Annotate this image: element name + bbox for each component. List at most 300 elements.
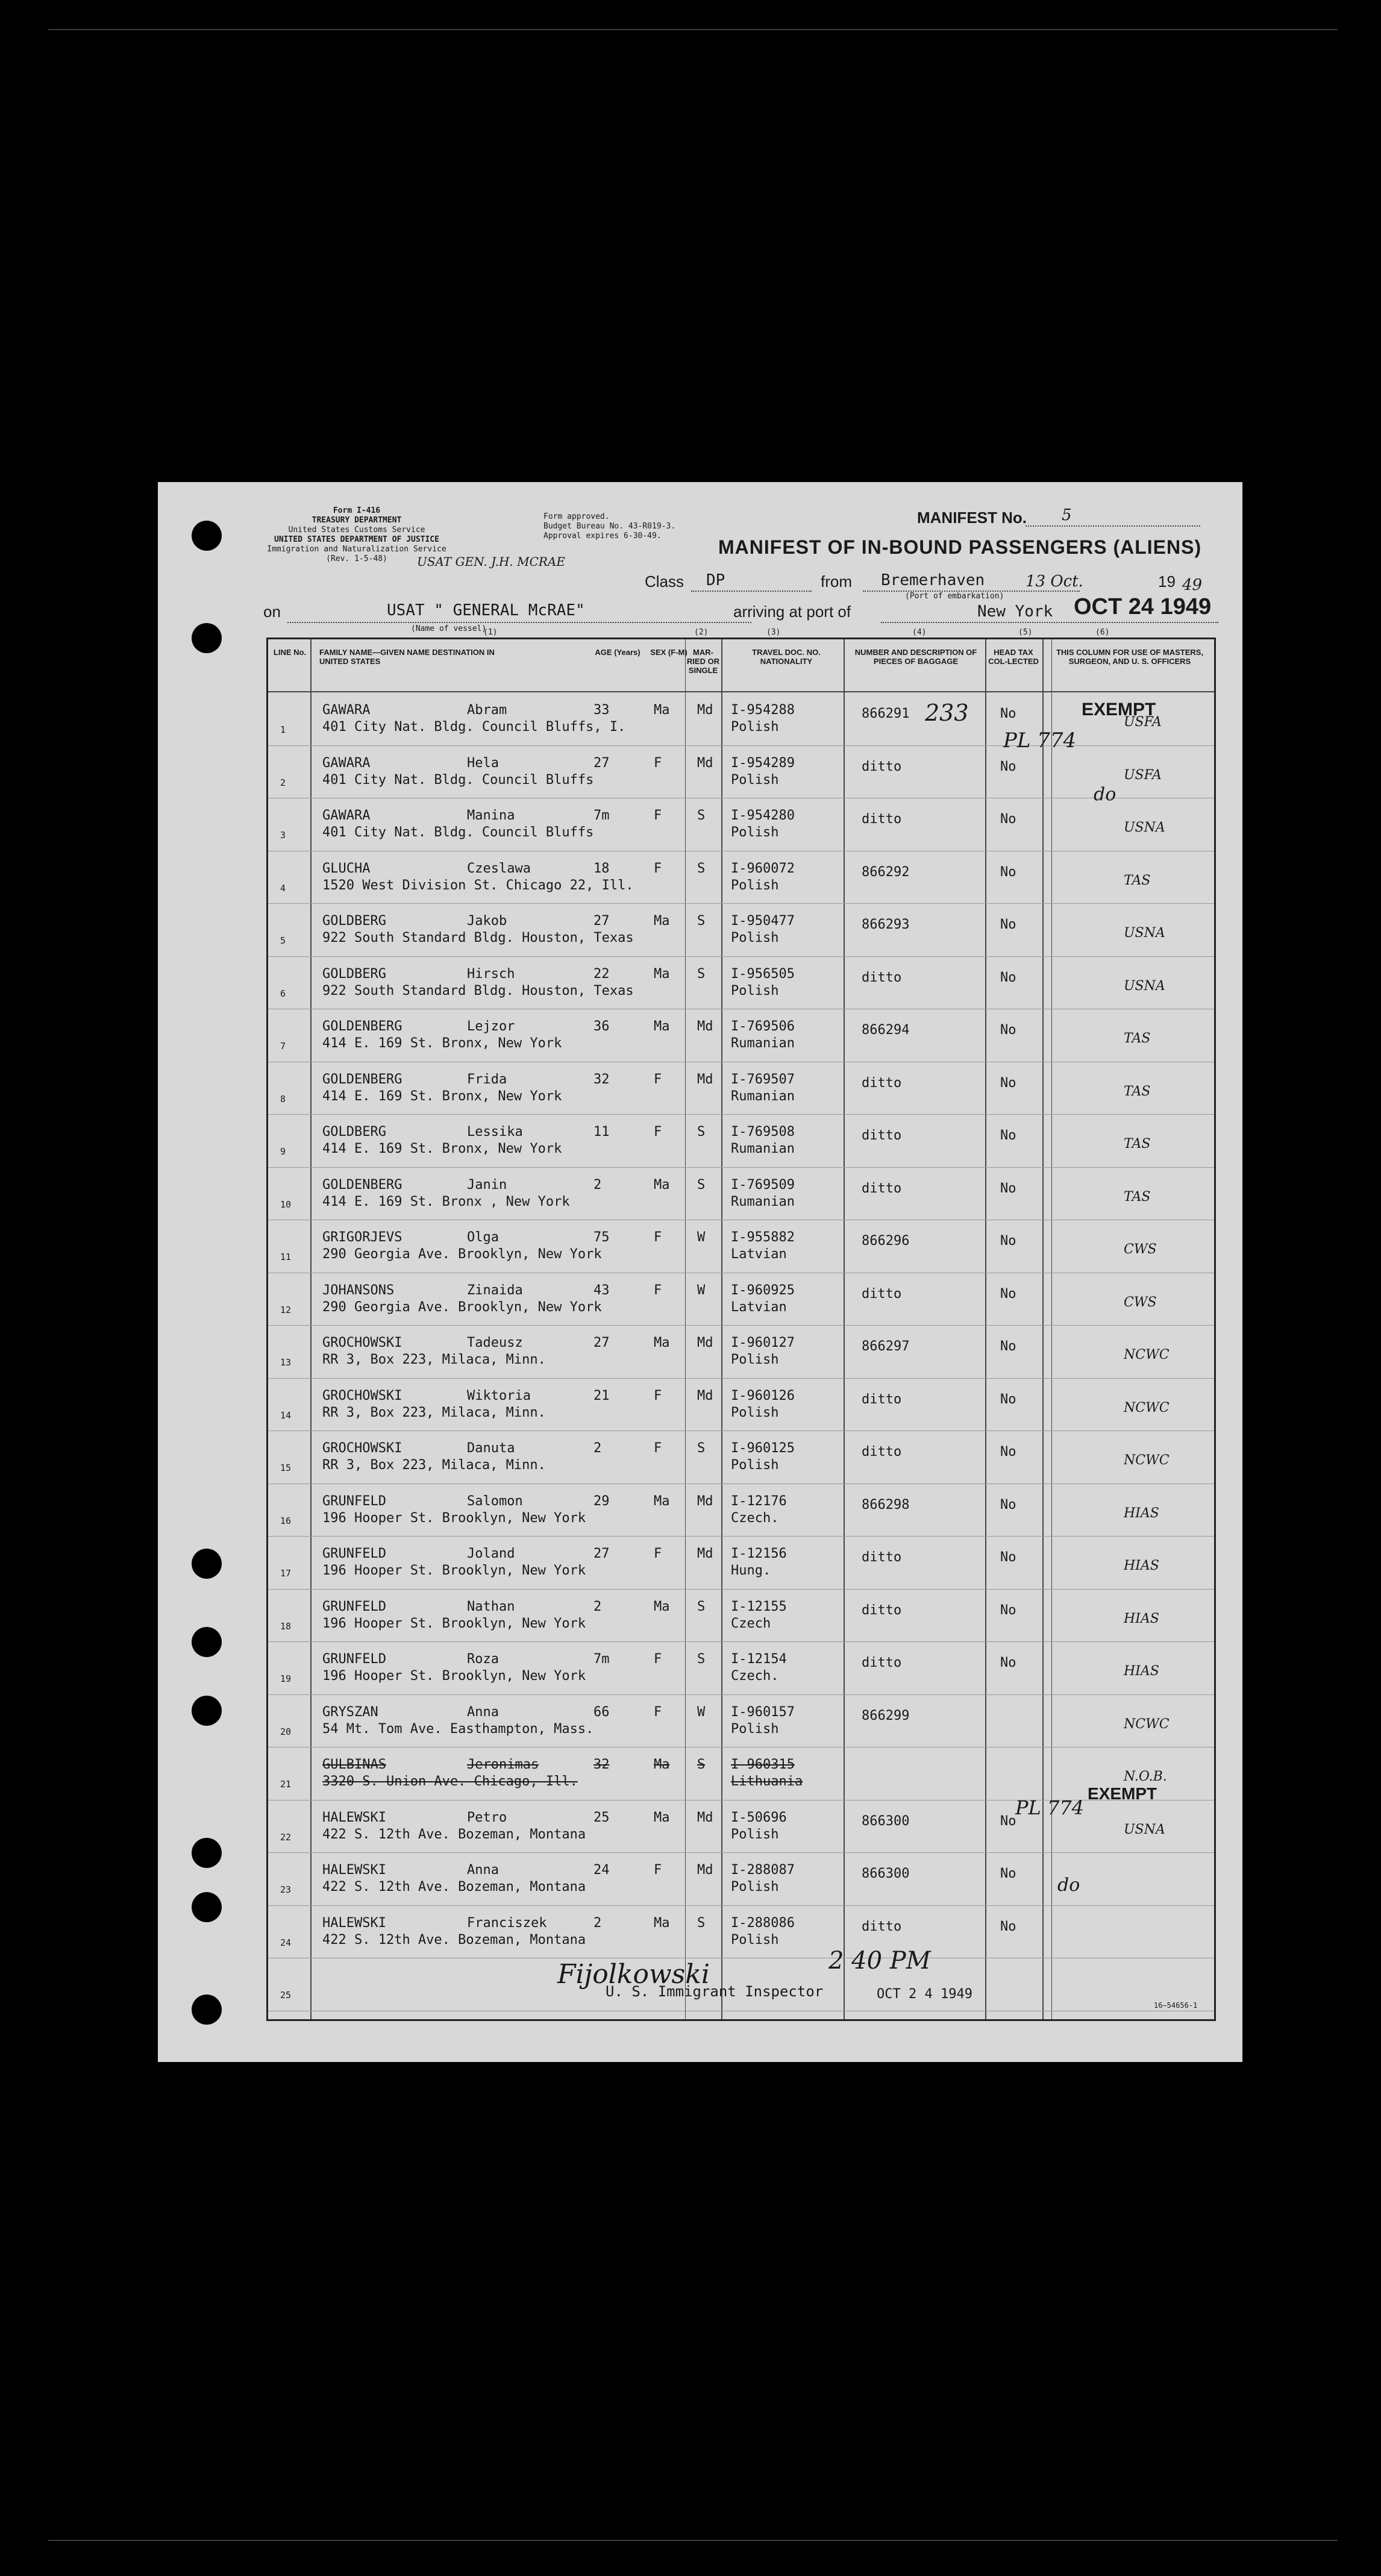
officer-note: TAS (1124, 1189, 1151, 1205)
sex: F (654, 1071, 662, 1087)
head-tax: No (1000, 1339, 1016, 1354)
approval-note (543, 512, 675, 541)
head-tax: No (1000, 1180, 1016, 1196)
destination: RR 3, Box 223, Milaca, Minn. (322, 1352, 546, 1367)
sex: F (654, 1704, 662, 1720)
head-tax: No (1000, 1919, 1016, 1934)
family-name: HALEWSKI (322, 1810, 386, 1825)
arriving-label: arriving at port of (733, 603, 851, 621)
col-header-tax: HEAD TAX COL-LECTED (988, 648, 1039, 666)
travel-doc-number: I-12176 (731, 1493, 787, 1509)
given-name: Hela (467, 755, 499, 771)
nationality: Rumanian (731, 1088, 795, 1104)
age: 2 (593, 1177, 602, 1192)
sex: Ma (654, 1757, 670, 1772)
row-line-number: 14 (280, 1409, 292, 1421)
punch-hole (192, 623, 222, 653)
head-tax: No (1000, 1391, 1016, 1407)
nationality: Polish (731, 1826, 779, 1842)
given-name: Lessika (467, 1124, 523, 1139)
row-line-number: 7 (280, 1041, 286, 1051)
baggage: ditto (862, 1391, 902, 1407)
punch-hole (192, 1627, 222, 1657)
marital-status: Md (697, 1019, 713, 1034)
travel-doc-number: I-960127 (731, 1335, 795, 1350)
table-row (268, 1431, 1214, 1484)
baggage: ditto (862, 1919, 902, 1934)
sex: Ma (654, 703, 670, 718)
sex: F (654, 1652, 662, 1667)
age: 25 (593, 1810, 610, 1825)
travel-doc-number: I-955882 (731, 1230, 795, 1245)
destination: 290 Georgia Ave. Brooklyn, New York (322, 1299, 602, 1315)
nationality: Polish (731, 772, 779, 788)
baggage: ditto (862, 759, 902, 774)
travel-doc-number: I-769508 (731, 1124, 795, 1139)
marital-status: Md (697, 755, 713, 771)
age: 2 (593, 1599, 602, 1614)
destination: 422 S. 12th Ave. Bozeman, Montana (322, 1932, 586, 1948)
baggage: ditto (862, 812, 902, 827)
marital-status: S (697, 1599, 706, 1614)
destination: 422 S. 12th Ave. Bozeman, Montana (322, 1826, 586, 1842)
travel-doc-number: I-950477 (731, 914, 795, 929)
head-tax: No (1000, 1866, 1016, 1881)
baggage: 866294 (862, 1023, 910, 1038)
customs-service: United States Customs Service (288, 525, 425, 534)
officer-note: NCWC (1124, 1347, 1170, 1362)
document-title: MANIFEST OF IN-BOUND PASSENGERS (ALIENS) (718, 536, 1202, 558)
row-line-number: 6 (280, 988, 286, 999)
vessel-name: USAT " GENERAL McRAE" (387, 601, 585, 619)
col-number: (3) (766, 628, 781, 637)
pl-note: PL 774 (1015, 1796, 1085, 1819)
head-tax: No (1000, 917, 1016, 932)
officer-note: HIAS (1124, 1664, 1159, 1679)
row-line-number: 21 (280, 1779, 292, 1790)
given-name: Anna (467, 1704, 499, 1720)
punch-hole (192, 1696, 222, 1726)
travel-doc-number: I-954289 (731, 755, 795, 771)
head-tax: No (1000, 1602, 1016, 1618)
age: 22 (593, 966, 610, 982)
sex: Ma (654, 914, 670, 929)
travel-doc-number: I-769509 (731, 1177, 795, 1192)
family-name: GOLDBERG (322, 966, 386, 982)
nationality: Polish (731, 1352, 779, 1367)
sex: F (654, 860, 662, 876)
baggage: 866299 (862, 1708, 910, 1723)
destination: 1520 West Division St. Chicago 22, Ill. (322, 877, 634, 893)
age: 32 (593, 1071, 610, 1087)
marital-status: S (697, 914, 706, 929)
row-line-number: 24 (280, 1937, 292, 1948)
row-line-number: 25 (280, 1990, 292, 2001)
table-row (268, 1694, 1214, 1747)
exempt-stamp: EXEMPT (1082, 700, 1156, 719)
punch-hole (192, 1892, 222, 1922)
age: 66 (593, 1704, 610, 1720)
officer-note: USNA (1124, 978, 1165, 994)
form-revision: (Rev. 1-5-48) (326, 554, 387, 563)
table-row (268, 1273, 1214, 1326)
travel-doc-number: I-960125 (731, 1441, 795, 1456)
col-header-sex: SEX (F-M) (650, 648, 687, 657)
officer-note: NCWC (1124, 1716, 1170, 1732)
family-name: GRUNFELD (322, 1652, 386, 1667)
head-tax: No (1000, 864, 1016, 880)
head-tax: No (1000, 1075, 1016, 1091)
family-name: GOLDENBERG (322, 1019, 402, 1034)
col-number: (2) (694, 628, 709, 637)
sex: Ma (654, 966, 670, 982)
manifest-no-label: MANIFEST No. (917, 509, 1027, 527)
family-name: JOHANSONS (322, 1282, 395, 1298)
given-name: Jakob (467, 914, 507, 929)
officer-note: TAS (1124, 1031, 1151, 1046)
destination: 922 South Standard Bldg. Houston, Texas (322, 930, 634, 945)
given-name: Salomon (467, 1493, 523, 1509)
table-row (268, 851, 1214, 904)
arrival-date-stamp: OCT 24 1949 (1074, 594, 1212, 619)
baggage: ditto (862, 1655, 902, 1670)
nationality: Czech (731, 1615, 771, 1631)
travel-doc-number: I-769507 (731, 1071, 795, 1087)
port-caption: (Port of embarkation) (905, 592, 1004, 601)
col-number: (5) (1018, 628, 1033, 637)
sex: Ma (654, 1019, 670, 1034)
baggage: 866292 (862, 864, 910, 880)
destination: 196 Hooper St. Brooklyn, New York (322, 1510, 586, 1526)
sex: Ma (654, 1493, 670, 1509)
head-tax: No (1000, 812, 1016, 827)
officer-note: NCWC (1124, 1400, 1170, 1415)
sex: Ma (654, 1599, 670, 1614)
family-name: GROCHOWSKI (322, 1441, 402, 1456)
punch-hole (192, 1549, 222, 1579)
given-name: Jeronimas (467, 1757, 539, 1772)
nationality: Latvian (731, 1299, 787, 1315)
baggage: 866293 (862, 917, 910, 932)
age: 2 (593, 1915, 602, 1931)
marital-status: W (697, 1704, 706, 1720)
officer-note: USNA (1124, 926, 1165, 941)
baggage: ditto (862, 1286, 902, 1302)
family-name: GRUNFELD (322, 1599, 386, 1614)
given-name: Franciszek (467, 1915, 547, 1931)
head-tax: No (1000, 1023, 1016, 1038)
travel-doc-number: I-954280 (731, 808, 795, 823)
row-line-number: 15 (280, 1462, 292, 1473)
punch-hole (192, 521, 222, 551)
table-row (268, 1114, 1214, 1167)
sex: F (654, 755, 662, 771)
arrival-port: New York (977, 603, 1053, 621)
head-tax: No (1000, 1550, 1016, 1565)
row-line-number: 23 (280, 1884, 292, 1895)
age: 27 (593, 1335, 610, 1350)
baggage: 866298 (862, 1497, 910, 1512)
family-name: GRUNFELD (322, 1546, 386, 1561)
officer-note: HIAS (1124, 1611, 1159, 1626)
travel-doc-number: I-954288 (731, 703, 795, 718)
port-of-embarkation: Bremerhaven (881, 571, 985, 589)
col-number: (1) (483, 628, 498, 637)
destination: 196 Hooper St. Brooklyn, New York (322, 1615, 586, 1631)
destination: 922 South Standard Bldg. Houston, Texas (322, 983, 634, 998)
sex: F (654, 1282, 662, 1298)
baggage: ditto (862, 1550, 902, 1565)
marital-status: W (697, 1282, 706, 1298)
age: 7m (593, 808, 610, 823)
baggage: ditto (862, 1180, 902, 1196)
row-line-number: 8 (280, 1093, 286, 1105)
table-row (268, 1325, 1214, 1378)
destination: 414 E. 169 St. Bronx, New York (322, 1141, 562, 1156)
head-tax: No (1000, 706, 1016, 721)
marital-status: S (697, 1757, 706, 1772)
family-name: GROCHOWSKI (322, 1335, 402, 1350)
family-name: GRUNFELD (322, 1493, 386, 1509)
sex: F (654, 1441, 662, 1456)
pl-note: PL 774 (1003, 729, 1077, 753)
col-header-baggage: NUMBER AND DESCRIPTION OF PIECES OF BAGGAGE (854, 648, 977, 666)
nationality: Polish (731, 825, 779, 840)
nationality: Polish (731, 930, 779, 945)
given-name: Roza (467, 1652, 499, 1667)
given-name: Zinaida (467, 1282, 523, 1298)
row-line-number: 2 (280, 777, 286, 788)
year-prefix: 19 (1158, 572, 1176, 591)
table-row (268, 745, 1214, 798)
age: 7m (593, 1652, 610, 1667)
age: 21 (593, 1388, 610, 1403)
given-name: Olga (467, 1230, 499, 1245)
given-name: Manina (467, 808, 515, 823)
col-header-officers: THIS COLUMN FOR USE OF MASTERS, SURGEON, AND U. S. OFFICERS (1056, 648, 1204, 666)
row-line-number: 3 (280, 830, 286, 841)
marital-status: Md (697, 1493, 713, 1509)
destination: 401 City Nat. Bldg. Council Bluffs, I. (322, 719, 626, 735)
age: 18 (593, 860, 610, 876)
baggage-overwrite: 233 (925, 700, 969, 726)
nationality: Czech. (731, 1510, 779, 1526)
table-row (268, 1641, 1214, 1694)
nationality: Polish (731, 1458, 779, 1473)
baggage: ditto (862, 1444, 902, 1459)
nationality: Latvian (731, 1247, 787, 1262)
travel-doc-number: I-960925 (731, 1282, 795, 1298)
nationality: Polish (731, 1405, 779, 1420)
family-name: GRIGORJEVS (322, 1230, 402, 1245)
age: 32 (593, 1757, 610, 1772)
baggage: 866300 (862, 1813, 910, 1829)
from-label: from (821, 572, 852, 591)
marital-status: Md (697, 1863, 713, 1878)
manifest-page (158, 482, 1242, 2062)
family-name: GAWARA (322, 703, 371, 718)
family-name: HALEWSKI (322, 1915, 386, 1931)
age: 27 (593, 1546, 610, 1561)
family-name: GAWARA (322, 755, 371, 771)
inspection-date: OCT 2 4 1949 (877, 1987, 972, 2002)
table-row (268, 1009, 1214, 1062)
row-line-number: 18 (280, 1620, 292, 1632)
sex: F (654, 1863, 662, 1878)
family-name: GAWARA (322, 808, 371, 823)
family-name: GOLDBERG (322, 1124, 386, 1139)
marital-status: Md (697, 703, 713, 718)
destination: 401 City Nat. Bldg. Council Bluffs (322, 772, 594, 788)
departure-date: 13 Oct. (1026, 572, 1083, 591)
travel-doc-number: I-288087 (731, 1863, 795, 1878)
ditto-note: do (1094, 784, 1116, 805)
on-label: on (263, 603, 281, 621)
ins-service: Immigration and Naturalization Service (267, 545, 446, 554)
table-row (268, 903, 1214, 956)
destination: 414 E. 169 St. Bronx, New York (322, 1036, 562, 1051)
row-line-number: 13 (280, 1357, 292, 1368)
nationality: Polish (731, 1879, 779, 1894)
baggage: 866300 (862, 1866, 910, 1881)
officer-note: HIAS (1124, 1558, 1159, 1573)
head-tax: No (1000, 970, 1016, 985)
baggage: 866291 (862, 706, 910, 721)
table-row (268, 956, 1214, 1009)
travel-doc-number: I-960126 (731, 1388, 795, 1403)
officer-note: USFA (1124, 715, 1162, 730)
marital-status: S (697, 1177, 706, 1192)
nationality: Rumanian (731, 1194, 795, 1209)
given-name: Hirsch (467, 966, 515, 982)
marital-status: Md (697, 1335, 713, 1350)
baggage: ditto (862, 1602, 902, 1618)
age: 75 (593, 1230, 610, 1245)
officer-note: TAS (1124, 1136, 1151, 1152)
table-row (268, 1905, 1214, 1958)
destination: 54 Mt. Tom Ave. Easthampton, Mass. (322, 1721, 594, 1737)
age: 36 (593, 1019, 610, 1034)
col-header-travel: TRAVEL DOC. NO. NATIONALITY (752, 648, 821, 666)
row-line-number: 12 (280, 1304, 292, 1315)
destination: 290 Georgia Ave. Brooklyn, New York (322, 1247, 602, 1262)
baggage: 866297 (862, 1339, 910, 1354)
destination: RR 3, Box 223, Milaca, Minn. (322, 1405, 546, 1420)
marital-status: Md (697, 1546, 713, 1561)
destination: 414 E. 169 St. Bronx, New York (322, 1088, 562, 1104)
row-line-number: 1 (280, 724, 286, 735)
destination: 422 S. 12th Ave. Bozeman, Montana (322, 1879, 586, 1894)
row-line-number: 22 (280, 1831, 292, 1843)
given-name: Frida (467, 1071, 507, 1087)
officer-note: HIAS (1124, 1505, 1159, 1521)
given-name: Abram (467, 703, 507, 718)
given-name: Petro (467, 1810, 507, 1825)
baggage: 866296 (862, 1233, 910, 1249)
travel-doc-number: I-288086 (731, 1915, 795, 1931)
manifest-number: 5 (1062, 506, 1072, 524)
row-line-number: 4 (280, 882, 286, 894)
family-name: GRYSZAN (322, 1704, 378, 1720)
head-tax: No (1000, 759, 1016, 774)
marital-status: S (697, 1124, 706, 1139)
nationality: Rumanian (731, 1141, 795, 1156)
ditto-note: do (1057, 1875, 1080, 1896)
nationality: Lithuania (731, 1774, 803, 1789)
sex: F (654, 808, 662, 823)
head-tax: No (1000, 1497, 1016, 1512)
dept-treasury: TREASURY DEPARTMENT (312, 516, 402, 525)
marital-status: S (697, 860, 706, 876)
marital-status: S (697, 966, 706, 982)
year-value: 49 (1182, 576, 1203, 594)
family-name: GOLDENBERG (322, 1071, 402, 1087)
sex: Ma (654, 1335, 670, 1350)
vessel-caption: (Name of vessel) (411, 624, 487, 633)
table-row (268, 1589, 1214, 1642)
table-row (268, 1062, 1214, 1115)
given-name: Janin (467, 1177, 507, 1192)
head-tax: No (1000, 1655, 1016, 1670)
head-tax: No (1000, 1444, 1016, 1459)
given-name: Wiktoria (467, 1388, 531, 1403)
table-row (268, 1484, 1214, 1537)
marital-status: Md (697, 1388, 713, 1403)
row-line-number: 16 (280, 1515, 292, 1526)
family-name: GOLDENBERG (322, 1177, 402, 1192)
marital-status: W (697, 1230, 706, 1245)
inspection-time: 2 40 PM (828, 1947, 931, 1975)
table-row (268, 1747, 1214, 1800)
given-name: Lejzor (467, 1019, 515, 1034)
family-name: HALEWSKI (322, 1863, 386, 1878)
age: 29 (593, 1493, 610, 1509)
given-name: Joland (467, 1546, 515, 1561)
row-line-number: 17 (280, 1568, 292, 1579)
family-name: GULBINAS (322, 1757, 386, 1772)
nationality: Czech. (731, 1669, 779, 1684)
officer-note: CWS (1124, 1294, 1157, 1310)
destination: 196 Hooper St. Brooklyn, New York (322, 1669, 586, 1684)
exempt-stamp: EXEMPT (1088, 1784, 1157, 1803)
inspector-signature: Fijolkowski (557, 1959, 710, 1990)
class-label: Class (645, 572, 684, 591)
sex: F (654, 1230, 662, 1245)
approval-line: Budget Bureau No. 43-R019-3. (543, 522, 676, 531)
punch-hole (192, 1838, 222, 1868)
form-number: Form I-416 (333, 506, 381, 515)
age: 43 (593, 1282, 610, 1298)
dept-justice: UNITED STATES DEPARTMENT OF JUSTICE (274, 535, 439, 544)
col-header-married: MAR-RIED OR SINGLE (686, 648, 720, 675)
travel-doc-number: I-960315 (731, 1757, 795, 1772)
destination: 3320 S. Union Ave. Chicago, Ill. (322, 1774, 578, 1789)
officer-note: TAS (1124, 873, 1151, 888)
officer-note: NCWC (1124, 1453, 1170, 1468)
col-header-age: AGE (Years) (595, 648, 640, 657)
inspector-label: U. S. Immigrant Inspector (606, 1983, 824, 2000)
sex: Ma (654, 1915, 670, 1931)
class-value: DP (706, 571, 725, 589)
officer-note: N.O.B. (1124, 1769, 1167, 1784)
row-line-number: 5 (280, 935, 286, 946)
table-row (268, 1167, 1214, 1220)
col-number: (4) (912, 628, 927, 637)
marital-status: S (697, 1652, 706, 1667)
approval-line: Form approved. (543, 512, 610, 521)
row-line-number: 10 (280, 1199, 292, 1210)
sex: F (654, 1388, 662, 1403)
